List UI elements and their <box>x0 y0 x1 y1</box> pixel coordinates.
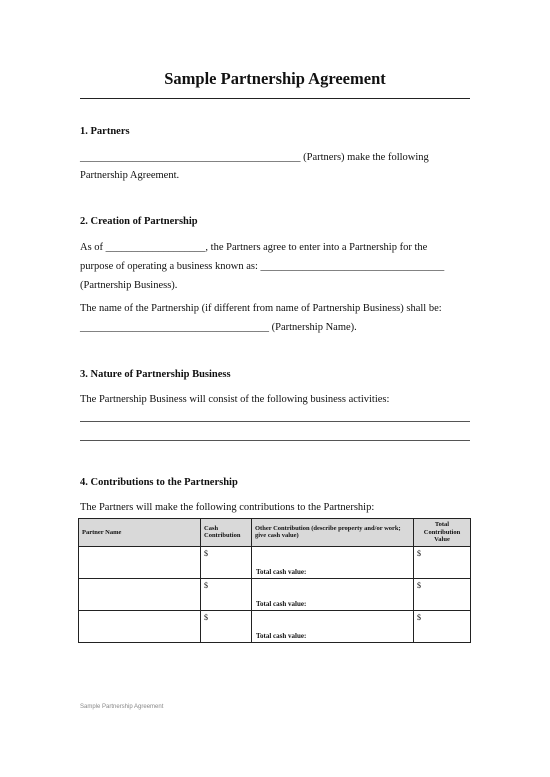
total-cash-value-label: Total cash value: <box>256 567 307 576</box>
col-header-other-contribution: Other Contribution (describe property and/or work; give cash value) <box>252 519 414 547</box>
currency-symbol: $ <box>417 580 421 590</box>
col-header-total-contribution: Total Contribution Value <box>414 519 471 547</box>
col-header-partner-name: Partner Name <box>79 519 201 547</box>
partner-name-cell[interactable] <box>79 546 201 578</box>
page-footer: Sample Partnership Agreement <box>80 704 164 710</box>
section-heading-creation: 2. Creation of Partnership <box>80 216 198 227</box>
cash-contribution-cell[interactable] <box>201 546 252 578</box>
currency-symbol: $ <box>204 548 208 558</box>
col-header-cash-contribution: Cash Contribution <box>201 519 252 547</box>
creation-text-line-4: The name of the Partnership (if different from name of Partnership Business) shall be: <box>80 303 442 314</box>
nature-text-line-1: The Partnership Business will consist of the following business activities: <box>80 394 390 405</box>
table-header-row <box>79 519 471 547</box>
other-contribution-cell[interactable] <box>252 578 414 610</box>
nature-blank-line-2 <box>80 440 470 441</box>
other-contribution-cell[interactable] <box>252 546 414 578</box>
title-divider <box>80 98 470 99</box>
table-row <box>79 546 471 578</box>
currency-symbol: $ <box>417 548 421 558</box>
creation-text-line-2: purpose of operating a business known as: ___________________________________ <box>80 261 445 272</box>
contributions-text-line-1: The Partners will make the following contributions to the Partnership: <box>80 502 375 513</box>
other-contribution-cell[interactable] <box>252 610 414 642</box>
cash-contribution-cell[interactable] <box>201 578 252 610</box>
total-cash-value-label: Total cash value: <box>256 599 307 608</box>
currency-symbol: $ <box>204 580 208 590</box>
contributions-table <box>78 518 471 643</box>
partners-text-line-1: __________________________________________ (Partners) make the following <box>80 152 429 163</box>
currency-symbol: $ <box>417 612 421 622</box>
creation-text-line-3: (Partnership Business). <box>80 280 178 291</box>
partner-name-cell[interactable] <box>79 610 201 642</box>
nature-blank-line-1 <box>80 421 470 422</box>
partners-text-line-2: Partnership Agreement. <box>80 170 180 181</box>
section-heading-contributions: 4. Contributions to the Partnership <box>80 477 238 488</box>
total-contribution-cell[interactable] <box>414 546 471 578</box>
table-row <box>79 578 471 610</box>
partner-name-cell[interactable] <box>79 578 201 610</box>
creation-text-line-1: As of ___________________, the Partners agree to enter into a Partnership for the <box>80 242 428 253</box>
currency-symbol: $ <box>204 612 208 622</box>
page-title: Sample Partnership Agreement <box>164 69 386 88</box>
cash-contribution-cell[interactable] <box>201 610 252 642</box>
section-heading-partners: 1. Partners <box>80 126 130 137</box>
creation-text-line-5: ____________________________________ (Partnership Name). <box>80 322 357 333</box>
total-cash-value-label: Total cash value: <box>256 631 307 640</box>
total-contribution-cell[interactable] <box>414 610 471 642</box>
section-heading-nature: 3. Nature of Partnership Business <box>80 369 231 380</box>
table-row <box>79 610 471 642</box>
total-contribution-cell[interactable] <box>414 578 471 610</box>
